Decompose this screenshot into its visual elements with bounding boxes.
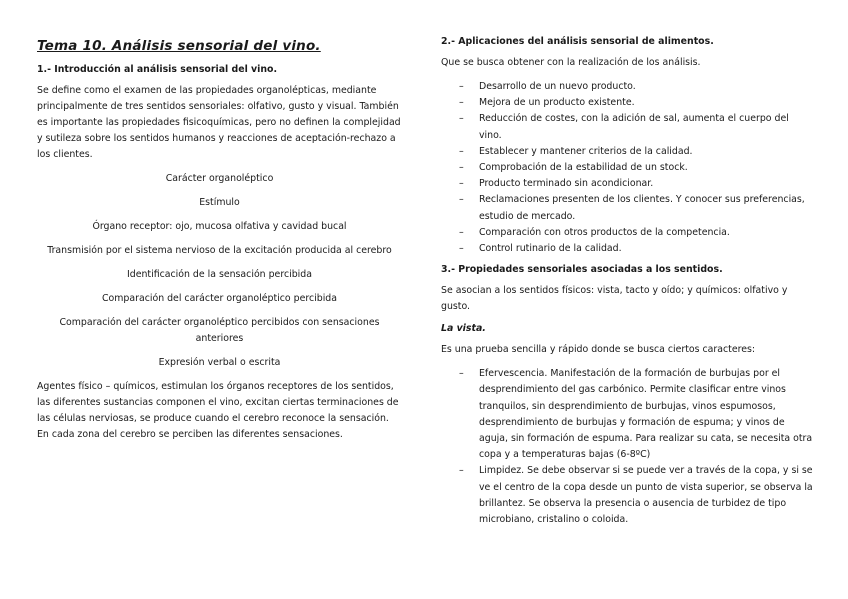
- list-item: – Efervescencia. Manifestación de la formación de burbujas por el desprendimiento del gas carbónico. Permite clasificar entre vinos tranquilos, sin desprendimiento de burbujas, vinos espumosos, desprendimiento de burbujas y formación de espuma; y vinos de aguja, sin formación de espuma. Para realizar su cata, se necesita otra copa y a temperaturas bajas (6-8ºC): [441, 366, 813, 463]
- list-item: – Comparación con otros productos de la competencia.: [441, 225, 813, 241]
- list-item: – Establecer y mantener criterios de la calidad.: [441, 144, 813, 160]
- vista-list: [441, 366, 813, 528]
- flow-step: Estímulo: [199, 197, 240, 208]
- flow-step: Carácter organoléptico: [165, 173, 274, 184]
- section-3-intro: Se asocian a los sentidos físicos: vista, tacto y oído; y químicos: olfativo y gusto.: [441, 285, 788, 313]
- vista-heading: La vista.: [441, 323, 486, 335]
- list-item: – Limpidez. Se debe observar si se puede ver a través de la copa, y si se ve el centro de la copa desde un punto de vista superior, se observa la brillantez. Se observa la presencia o ausencia de turbidez de tipo microbiano, cristalino o coloida.: [441, 463, 813, 528]
- applications-list: [441, 79, 813, 257]
- flow-step: Transmisión por el sistema nervioso de la excitación producida al cerebro: [47, 245, 392, 256]
- section-3-heading: 3.- Propiedades sensoriales asociadas a los sentidos.: [441, 264, 723, 276]
- flow-step: Comparación del carácter organoléptico percibida: [101, 293, 337, 304]
- section-2-heading: 2.- Aplicaciones del análisis sensorial de alimentos.: [441, 36, 714, 47]
- vista-intro: Es una prueba sencilla y rápido donde se busca ciertos caracteres:: [441, 344, 756, 356]
- list-item: – Reclamaciones presenten de los clientes. Y conocer sus preferencias, estudio de mercado.: [441, 192, 813, 224]
- list-item: – Comprobación de la estabilidad de un stock.: [441, 160, 813, 176]
- right-column: [441, 36, 813, 535]
- flow-step: Identificación de la sensación percibida: [127, 269, 312, 280]
- list-item: – Reducción de costes, con la adición de sal, aumenta el cuerpo del vino.: [441, 111, 813, 143]
- flow-step: Expresión verbal o escrita: [158, 357, 281, 368]
- list-item: – Producto terminado sin acondicionar.: [441, 176, 813, 192]
- list-item: – Control rutinario de la calidad.: [441, 241, 813, 257]
- list-item: – Desarrollo de un nuevo producto.: [441, 79, 813, 95]
- intro-paragraph: Se define como el examen de las propiedades organolépticas, mediante principalmente de tres sentidos sensoriales: olfativo, gusto y visual. También es importante las propiedades fisicoquímicas, pero no definen la complejidad y sutileza sobre los sentidos humanos y reacciones de aceptación-rechazo a los clientes.: [37, 85, 401, 160]
- document-title: Tema 10. Análisis sensorial del vino.: [37, 38, 321, 54]
- section-2-intro: Que se busca obtener con la realización de los análisis.: [441, 57, 701, 68]
- closing-paragraph: Agentes físico – químicos, estimulan los órganos receptores de los sentidos, las diferentes sustancias componen el vino, excitan ciertas terminaciones de las células nerviosas, se produce cuando el cerebro reconoce la sensación. En cada zona del cerebro se perciben las diferentes sensaciones.: [37, 381, 399, 440]
- section-1-heading: 1.- Introducción al análisis sensorial del vino.: [37, 64, 278, 75]
- left-column: [37, 36, 402, 451]
- list-item: – Mejora de un producto existente.: [441, 95, 813, 111]
- flow-step: Comparación del carácter organoléptico percibidos con sensaciones anteriores: [59, 317, 380, 344]
- flow-step: Órgano receptor: ojo, mucosa olfativa y cavidad bucal: [92, 221, 347, 232]
